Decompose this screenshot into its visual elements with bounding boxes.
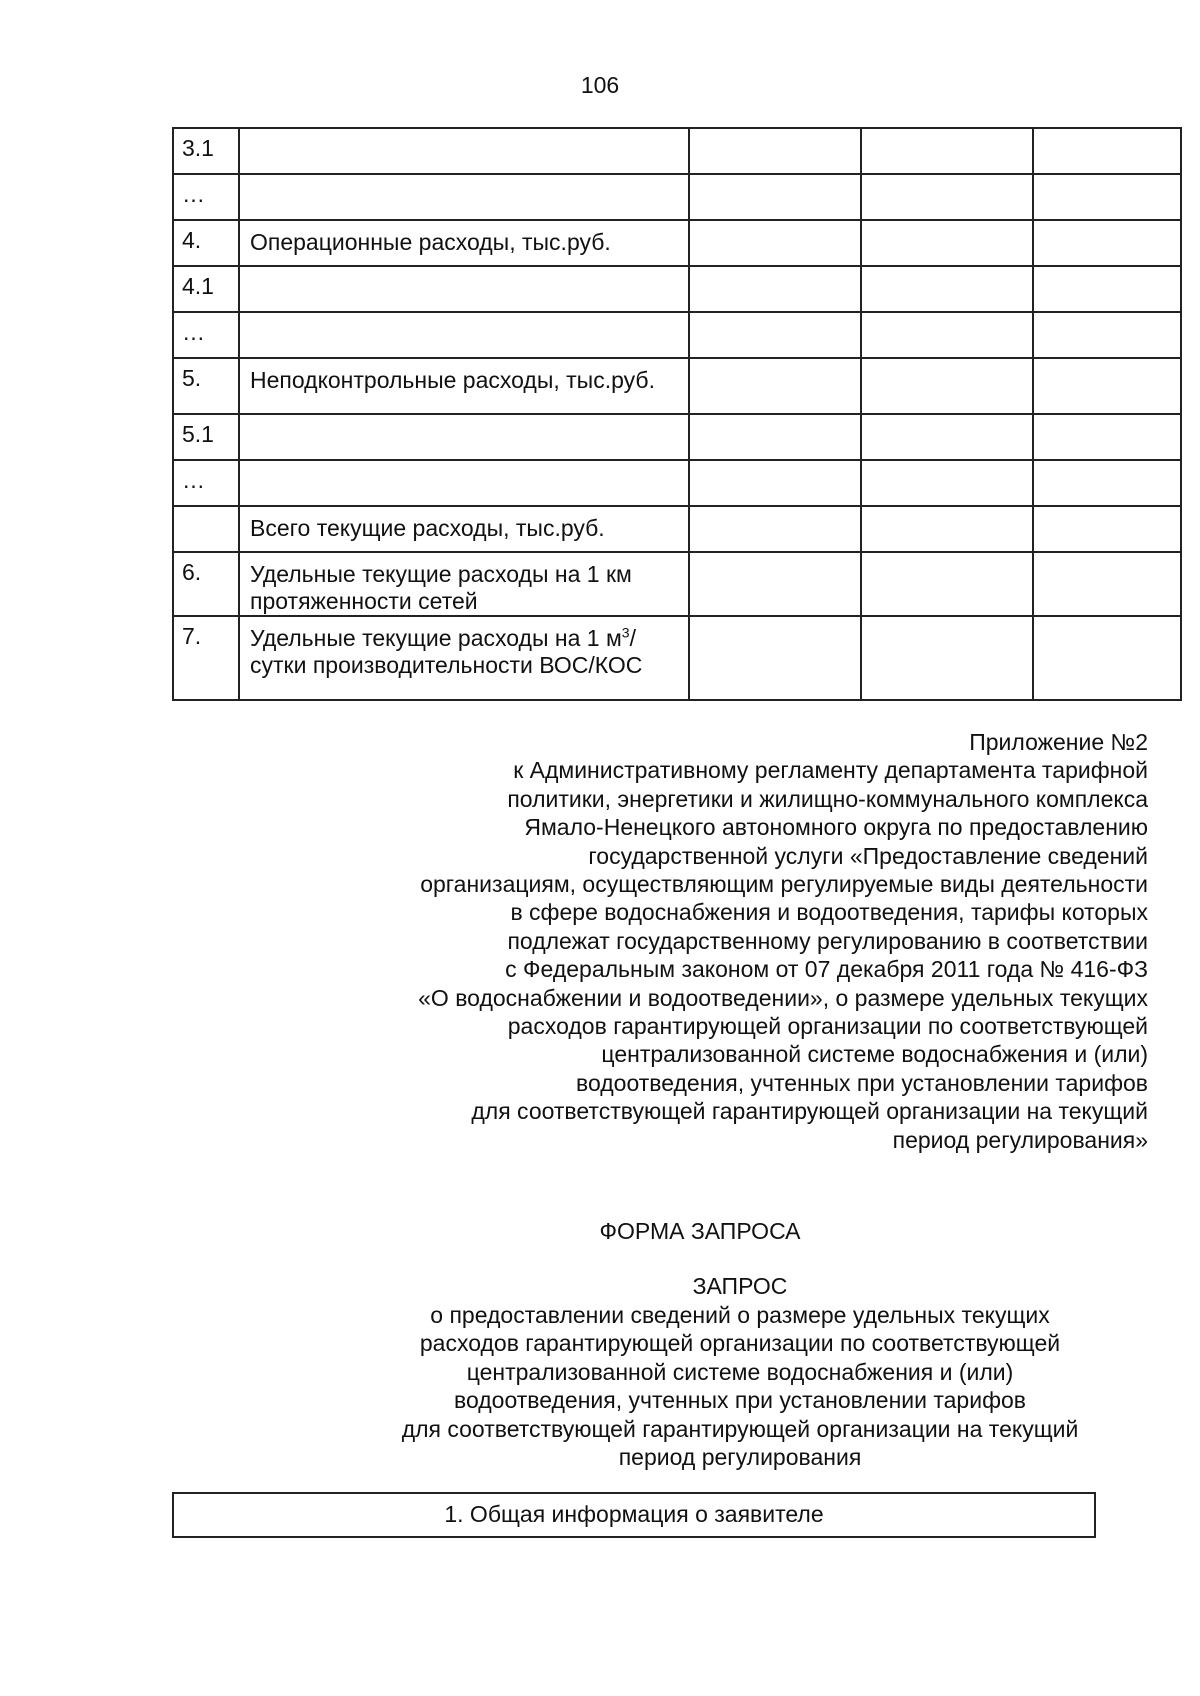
row-name-cell <box>239 266 689 312</box>
appendix-line: расходов гарантирующей организации по соответствующей <box>507 1013 1148 1040</box>
request-line: централизованной системе водоснабжения и (или) <box>466 1358 1014 1385</box>
row-number-cell: 5. <box>173 358 239 414</box>
table-row <box>173 506 1181 552</box>
row-name-cell <box>239 128 689 174</box>
appendix-line: к Административному регламенту департамента тарифной <box>513 757 1148 784</box>
value-cell <box>1033 266 1181 312</box>
value-cell <box>1033 312 1181 358</box>
request-block <box>300 1272 1180 1472</box>
table-row <box>173 552 1181 616</box>
appendix-line: для соответствующей гарантирующей организации на текущий <box>471 1098 1148 1125</box>
row-name-cell <box>239 174 689 220</box>
table-row <box>173 312 1181 358</box>
request-line: водоотведения, учтенных при установлении тарифов <box>453 1387 1026 1413</box>
value-cell <box>861 220 1033 266</box>
request-line: о предоставлении сведений о размере удельных текущих <box>430 1301 1050 1328</box>
row-number-cell: 4. <box>173 220 239 266</box>
appendix-line: политики, энергетики и жилищно-коммунального комплекса <box>507 785 1148 812</box>
value-cell <box>1033 358 1181 414</box>
cost-table <box>172 127 1182 701</box>
row-name-cell: Удельные текущие расходы на 1 км протяженности сетей <box>239 552 689 616</box>
request-line: расходов гарантирующей организации по соответствующей <box>419 1330 1061 1356</box>
table-row <box>173 174 1181 220</box>
value-cell <box>861 552 1033 616</box>
value-cell <box>1033 460 1181 506</box>
appendix-line: Ямало-Ненецкого автономного округа по предоставлению <box>524 814 1148 841</box>
superscript: 3 <box>621 624 630 641</box>
row-number-cell <box>173 506 239 552</box>
value-cell <box>1033 128 1181 174</box>
row-number-cell: … <box>173 460 239 506</box>
value-cell <box>861 358 1033 414</box>
value-cell <box>689 312 861 358</box>
row-name-cell <box>239 460 689 506</box>
row-name-cell: Неподконтрольные расходы, тыс.руб. <box>239 358 689 414</box>
value-cell <box>1033 616 1181 700</box>
value-cell <box>689 358 861 414</box>
appendix-line: централизованной системе водоснабжения и (или) <box>601 1041 1148 1068</box>
value-cell <box>1033 506 1181 552</box>
value-cell <box>689 506 861 552</box>
table-row <box>173 616 1181 700</box>
value-cell <box>1033 552 1181 616</box>
row-name-text: /сутки производительности ВОС/КОС <box>250 625 643 678</box>
value-cell <box>861 616 1033 700</box>
value-cell <box>861 266 1033 312</box>
request-line: для соответствующей гарантирующей организации на текущий <box>401 1415 1079 1442</box>
appendix-line: «О водоснабжении и водоотведении», о размере удельных текущих <box>418 984 1148 1011</box>
value-cell <box>861 312 1033 358</box>
value-cell <box>689 220 861 266</box>
table-row <box>173 266 1181 312</box>
row-name-cell <box>239 312 689 358</box>
appendix-line: подлежат государственному регулированию в соответствии <box>507 927 1148 954</box>
row-number-cell: … <box>173 174 239 220</box>
value-cell <box>689 460 861 506</box>
row-number-cell: 6. <box>173 552 239 616</box>
table-row <box>173 128 1181 174</box>
value-cell <box>1033 220 1181 266</box>
row-name-cell <box>239 616 689 700</box>
appendix-line: период регулирования» <box>892 1126 1148 1153</box>
value-cell <box>861 506 1033 552</box>
row-number-cell: … <box>173 312 239 358</box>
row-name-text: Удельные текущие расходы на 1 м <box>250 625 622 651</box>
appendix-header <box>328 728 1148 1154</box>
appendix-line: в сфере водоснабжения и водоотведения, тарифы которых <box>510 899 1148 926</box>
value-cell <box>861 414 1033 460</box>
value-cell <box>861 128 1033 174</box>
value-cell <box>689 128 861 174</box>
table-row <box>173 414 1181 460</box>
table-row <box>173 358 1181 414</box>
row-name-cell <box>239 414 689 460</box>
appendix-line: государственной услуги «Предоставление сведений <box>588 842 1148 869</box>
applicant-info-box: 1. Общая информация о заявителе <box>172 1492 1096 1538</box>
row-name-cell: Операционные расходы, тыс.руб. <box>239 220 689 266</box>
value-cell <box>689 552 861 616</box>
table-row <box>173 460 1181 506</box>
appendix-line: организациям, осуществляющим регулируемые виды деятельности <box>420 871 1148 898</box>
request-title: ЗАПРОС <box>692 1273 788 1299</box>
row-name-cell: Всего текущие расходы, тыс.руб. <box>239 506 689 552</box>
appendix-line: Приложение №2 <box>969 729 1148 755</box>
value-cell <box>689 174 861 220</box>
row-number-cell: 7. <box>173 616 239 700</box>
value-cell <box>689 616 861 700</box>
value-cell <box>861 174 1033 220</box>
value-cell <box>861 460 1033 506</box>
table-row <box>173 220 1181 266</box>
value-cell <box>689 266 861 312</box>
value-cell <box>1033 174 1181 220</box>
row-number-cell: 4.1 <box>173 266 239 312</box>
row-number-cell: 3.1 <box>173 128 239 174</box>
request-line: период регулирования <box>618 1444 862 1470</box>
appendix-line: водоотведения, учтенных при установлении тарифов <box>575 1069 1148 1096</box>
value-cell <box>1033 414 1181 460</box>
row-number-cell: 5.1 <box>173 414 239 460</box>
form-title: ФОРМА ЗАПРОСА <box>599 1218 801 1244</box>
appendix-line: с Федеральным законом от 07 декабря 2011 года № 416-ФЗ <box>505 956 1148 983</box>
page-number: 106 <box>580 72 620 98</box>
value-cell <box>689 414 861 460</box>
